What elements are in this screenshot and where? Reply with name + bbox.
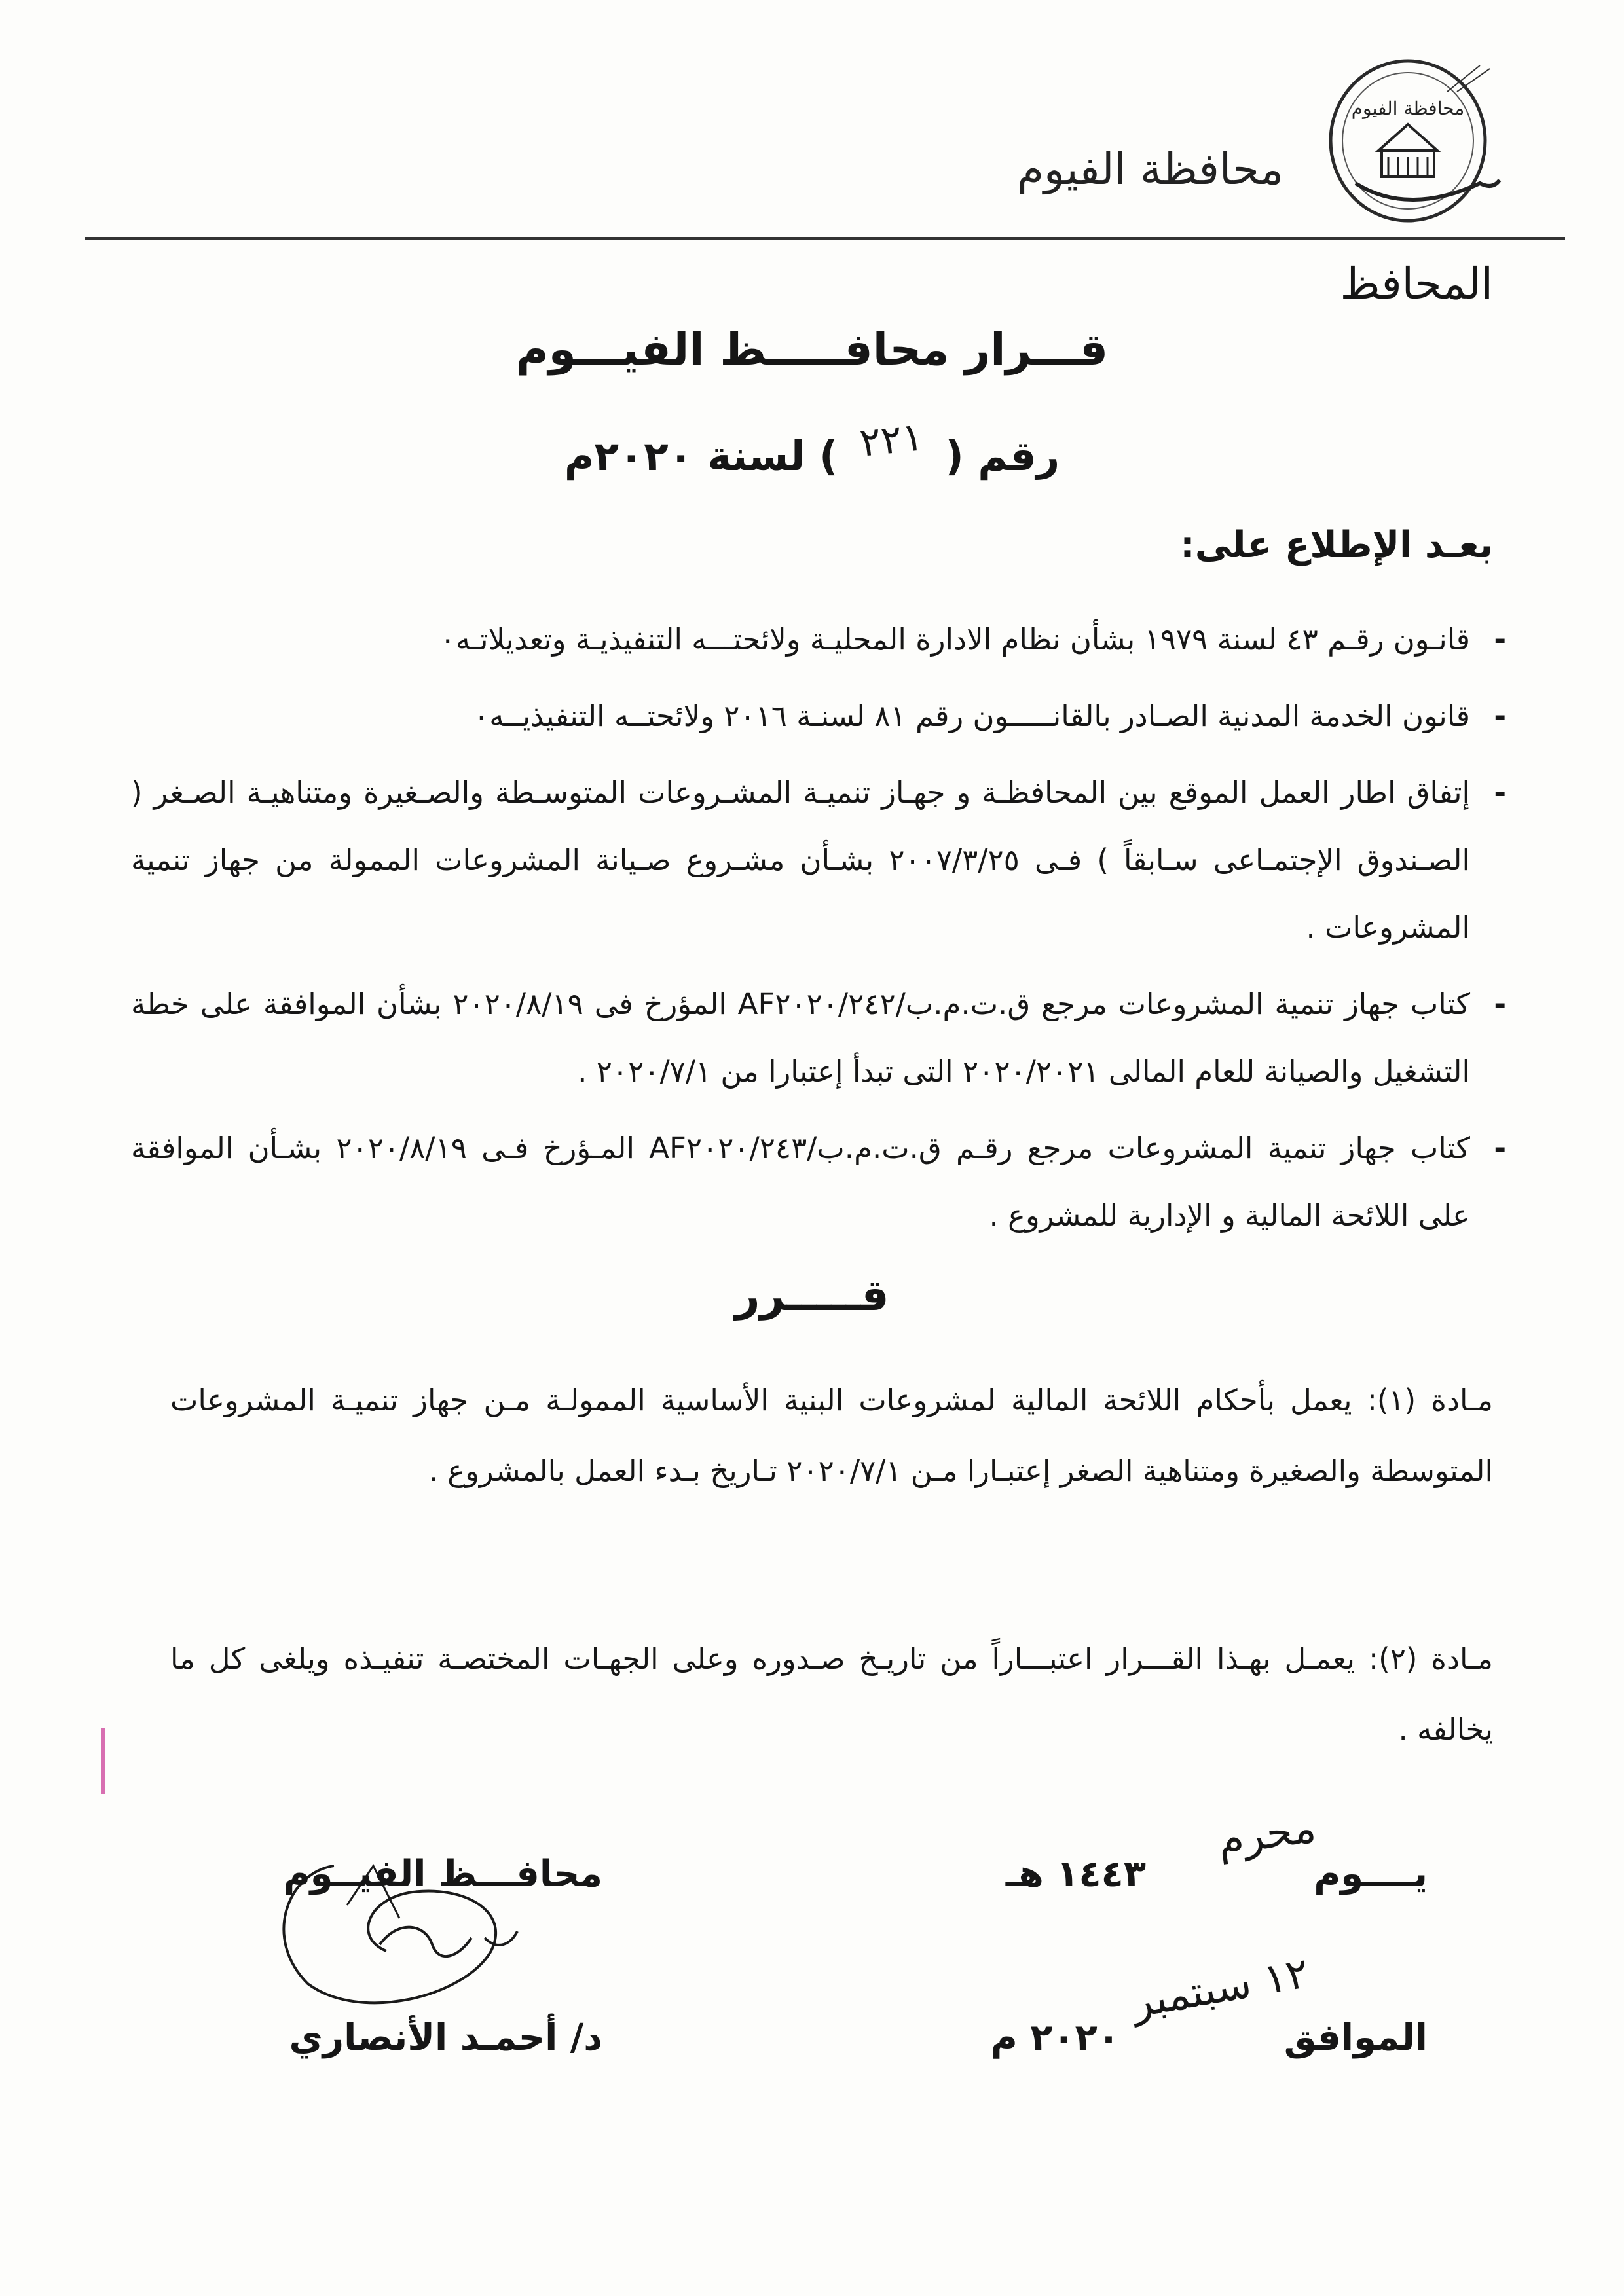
gregorian-label: الموافق xyxy=(1283,2016,1428,2059)
clause-item: - إتفاق اطار العمل الموقع بين المحافظـة و جهـاز تنميـة المشـروعات المتوسـطة والصـغيرة ومتناهيـة الصـغر ( الصـندوق الإجتمـاعى سـابقاً ) فـى ٢٠٠٧/٣/٢٥ بشـأن مشـروع صـيانة المشروعات الممولة من جهاز تنمية المشروعات . xyxy=(131,759,1506,961)
signatory-block xyxy=(236,1827,602,2059)
day-label: يــــوم xyxy=(1314,1853,1428,1895)
decree-number-line xyxy=(0,414,1624,480)
hijri-year: ١٤٤٣ هـ xyxy=(1005,1853,1146,1895)
clause-item: - قانـون رقـم ٤٣ لسنة ١٩٧٩ بشأن نظام الادارة المحليـة ولائحتـــه التنفيذيـة وتعديلاتـه٠ xyxy=(131,606,1506,673)
gregorian-handwritten: ١٢ سبتمبر xyxy=(1128,1948,1313,2028)
hijri-date-row xyxy=(930,1803,1428,1990)
governorate-seal-icon xyxy=(1316,52,1506,229)
clause-item: - كتاب جهاز تنمية المشروعات مرجع رقـم ق.ت.م.ب/AF٢٠٢٠/٢٤٣ المـؤرخ فـى ٢٠٢٠/٨/١٩ بشـأن الموافقة على اللائحة المالية و الإدارية للمشروع . xyxy=(131,1114,1506,1249)
whereas-clauses xyxy=(131,606,1506,1258)
article-text: يعمل بأحكام اللائحة المالية لمشروعات البنية الأساسية الممولـة مـن جهاز تنميـة المشروعات المتوسطة والصغيرة ومتناهية الصغر إعتبـارا مـن ٢٠٢٠/٧/١ تـاريخ بـدء العمل بالمشروع . xyxy=(170,1383,1493,1488)
article-2 xyxy=(170,1624,1493,1765)
office-name: المحافظ xyxy=(1340,259,1493,309)
decree-number-handwritten: ٢٢١ xyxy=(857,414,926,466)
decree-title: قـــرار محافـــــظ الفيـــوم xyxy=(515,324,1109,376)
day-handwritten: محرم xyxy=(1215,1803,1320,1866)
clause-item: - قانون الخدمة المدنية الصـادر بالقانـــــون رقم ٨١ لسنـة ٢٠١٦ ولائحتــه التنفيذيــه٠ xyxy=(131,682,1506,750)
seal-text: محافظة الفيوم xyxy=(1351,98,1465,119)
date-block xyxy=(930,1803,1428,2154)
signatory-title: محافـــظ الفيــوم xyxy=(283,1853,602,1895)
gregorian-year: ٢٠٢٠ م xyxy=(990,2016,1120,2059)
preamble-heading: بعـد الإطلاع على: xyxy=(1180,524,1493,566)
decree-number-suffix: ) لسنة ٢٠٢٠م xyxy=(564,432,838,480)
article-label: مـادة (٢): xyxy=(1368,1641,1493,1676)
article-label: مـادة (١): xyxy=(1367,1383,1493,1417)
article-1 xyxy=(170,1365,1493,1506)
clause-item: - كتاب جهاز تنمية المشروعات مرجع ق.ت.م.ب/AF٢٠٢٠/٢٤٢ المؤرخ فى ٢٠٢٠/٨/١٩ بشأن الموافقة على خطة التشغيل والصيانة للعام المالى ٢٠٢٠/٢٠٢١ التى تبدأ إعتبارا من ٢٠٢٠/٧/١ . xyxy=(131,970,1506,1105)
governorate-name: محافظة الفيوم xyxy=(1017,144,1283,194)
gregorian-date-row xyxy=(930,1948,1428,2154)
header-divider xyxy=(85,237,1565,240)
decides-heading: قـــــرر xyxy=(735,1270,889,1321)
signatory-name: د/ أحمـد الأنصاري xyxy=(289,2016,602,2059)
margin-mark xyxy=(101,1728,105,1794)
article-text: يعمـل بهـذا القـــرار اعتبـــاراً من تاريـخ صـدوره وعلى الجهـات المختصـة تنفيـذه ويلغى كل ما يخالفه . xyxy=(170,1641,1493,1747)
decree-number-prefix: رقم ( xyxy=(945,432,1060,480)
